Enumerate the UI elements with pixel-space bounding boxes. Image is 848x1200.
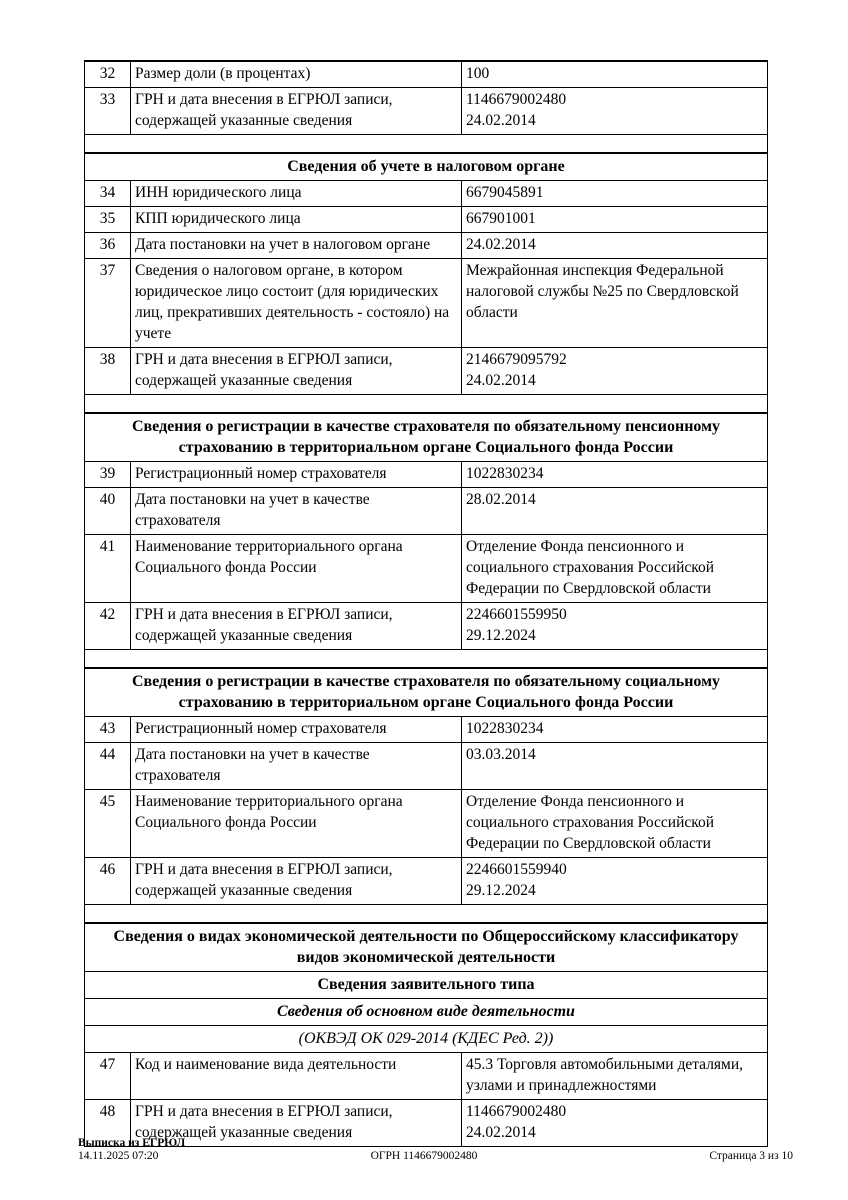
- value-line: 24.02.2014: [466, 112, 536, 129]
- row-number-cell: 40: [85, 488, 131, 534]
- row-label-cell: Сведения о налоговом органе, в котором юридическое лицо состоит (для юридических лиц, прекративших деятельность - состояло) на учете: [131, 259, 462, 347]
- value-line: 24.02.2014: [466, 1124, 536, 1141]
- table-row: [85, 181, 767, 207]
- row-label-cell: Код и наименование вида деятельности: [131, 1053, 462, 1099]
- table-row: [85, 207, 767, 233]
- value-line: 6679045891: [466, 184, 544, 201]
- footer-ogrn: ОГРН 1146679002480: [370, 1150, 478, 1162]
- row-label-cell: ГРН и дата внесения в ЕГРЮЛ записи, содержащей указанные сведения: [131, 603, 462, 649]
- value-line: Отделение Фонда пенсионного и социального страхования Российской Федерации по Свердловской области: [466, 538, 715, 597]
- row-number-cell: 38: [85, 348, 131, 394]
- value-line: 1146679002480: [466, 1103, 567, 1120]
- row-value-cell: [462, 88, 767, 134]
- row-number-cell: 33: [85, 88, 131, 134]
- row-label-cell: ГРН и дата внесения в ЕГРЮЛ записи, содержащей указанные сведения: [131, 348, 462, 394]
- row-value-cell: [462, 181, 767, 206]
- row-number-cell: 32: [85, 62, 131, 87]
- row-label-cell: Регистрационный номер страхователя: [131, 717, 462, 742]
- row-number-cell: 35: [85, 207, 131, 232]
- value-line: 100: [466, 65, 490, 82]
- value-line: 1022830234: [466, 720, 544, 737]
- footer-doc-type: Выписка из ЕГРЮЛ: [78, 1137, 186, 1149]
- row-label-cell: Дата постановки на учет в налоговом органе: [131, 233, 462, 258]
- row-value-cell: [462, 233, 767, 258]
- value-line: 24.02.2014: [466, 372, 536, 389]
- value-line: 2246601559950: [466, 606, 567, 623]
- table-row: [85, 488, 767, 535]
- row-value-cell: [462, 717, 767, 742]
- row-value-cell: [462, 348, 767, 394]
- table-row: [85, 462, 767, 488]
- row-number-cell: 48: [85, 1100, 131, 1146]
- value-line: 45.3 Торговля автомобильными деталями, узлами и принадлежностями: [466, 1056, 744, 1094]
- section-header-text: Сведения заявительного типа: [317, 976, 535, 993]
- row-label-cell: КПП юридического лица: [131, 207, 462, 232]
- spacer-row: [85, 650, 767, 669]
- table-row: [85, 1053, 767, 1100]
- value-line: 667901001: [466, 210, 536, 227]
- row-value-cell: [462, 743, 767, 789]
- section-header-row: [85, 669, 767, 717]
- table-row: [85, 62, 767, 88]
- row-label-cell: Размер доли (в процентах): [131, 62, 462, 87]
- section-header-row: [85, 999, 767, 1026]
- table-row: [85, 1100, 767, 1146]
- row-value-cell: [462, 488, 767, 534]
- row-value-cell: [462, 858, 767, 904]
- row-number-cell: 39: [85, 462, 131, 487]
- value-line: 1022830234: [466, 465, 544, 482]
- egrul-table: [84, 60, 768, 1147]
- row-value-cell: [462, 603, 767, 649]
- row-number-cell: 45: [85, 790, 131, 857]
- section-header-row: [85, 1026, 767, 1053]
- value-line: 24.02.2014: [466, 236, 536, 253]
- row-value-cell: [462, 535, 767, 602]
- value-line: 1146679002480: [466, 91, 567, 108]
- section-header-row: [85, 414, 767, 462]
- section-header-row: [85, 924, 767, 972]
- row-value-cell: [462, 62, 767, 87]
- section-header-row: [85, 154, 767, 181]
- row-number-cell: 42: [85, 603, 131, 649]
- row-number-cell: 44: [85, 743, 131, 789]
- row-number-cell: 47: [85, 1053, 131, 1099]
- section-header-row: [85, 972, 767, 999]
- value-line: 29.12.2024: [466, 627, 536, 644]
- value-line: 28.02.2014: [466, 491, 536, 508]
- table-row: [85, 348, 767, 395]
- table-row: [85, 88, 767, 135]
- table-row: [85, 717, 767, 743]
- row-label-cell: ИНН юридического лица: [131, 181, 462, 206]
- table-row: [85, 858, 767, 905]
- table-row: [85, 743, 767, 790]
- row-value-cell: [462, 790, 767, 857]
- row-number-cell: 36: [85, 233, 131, 258]
- table-row: [85, 233, 767, 259]
- section-header-text: Сведения об учете в налоговом органе: [287, 158, 565, 175]
- value-line: 29.12.2024: [466, 882, 536, 899]
- row-number-cell: 41: [85, 535, 131, 602]
- row-number-cell: 46: [85, 858, 131, 904]
- row-number-cell: 43: [85, 717, 131, 742]
- section-header-text: Сведения о регистрации в качестве страхователя по обязательному социальному страхованию в территориальном органе Социального фонда России: [131, 673, 721, 711]
- table-row: [85, 790, 767, 858]
- value-line: 2146679095792: [466, 351, 567, 368]
- row-label-cell: Наименование территориального органа Социального фонда России: [131, 535, 462, 602]
- row-number-cell: 37: [85, 259, 131, 347]
- value-line: 2246601559940: [466, 861, 567, 878]
- spacer-row: [85, 905, 767, 924]
- value-line: Отделение Фонда пенсионного и социального страхования Российской Федерации по Свердловской области: [466, 793, 715, 852]
- table-row: [85, 259, 767, 348]
- row-label-cell: Дата постановки на учет в качестве страхователя: [131, 743, 462, 789]
- value-line: Межрайонная инспекция Федеральной налоговой службы №25 по Свердловской области: [466, 262, 739, 321]
- row-label-cell: ГРН и дата внесения в ЕГРЮЛ записи, содержащей указанные сведения: [131, 1100, 462, 1146]
- row-label-cell: Наименование территориального органа Социального фонда России: [131, 790, 462, 857]
- section-header-text: Сведения об основном виде деятельности: [277, 1003, 575, 1020]
- table-row: [85, 535, 767, 603]
- section-header-text: Сведения о видах экономической деятельности по Общероссийскому классификатору видов экономической деятельности: [113, 928, 739, 966]
- row-value-cell: [462, 1053, 767, 1099]
- row-value-cell: [462, 207, 767, 232]
- spacer-row: [85, 395, 767, 414]
- row-label-cell: ГРН и дата внесения в ЕГРЮЛ записи, содержащей указанные сведения: [131, 88, 462, 134]
- row-label-cell: Регистрационный номер страхователя: [131, 462, 462, 487]
- spacer-row: [85, 135, 767, 154]
- row-value-cell: [462, 259, 767, 347]
- row-value-cell: [462, 1100, 767, 1146]
- row-label-cell: ГРН и дата внесения в ЕГРЮЛ записи, содержащей указанные сведения: [131, 858, 462, 904]
- section-header-text: (ОКВЭД ОК 029-2014 (КДЕС Ред. 2)): [298, 1030, 554, 1047]
- value-line: 03.03.2014: [466, 746, 536, 763]
- row-value-cell: [462, 462, 767, 487]
- table-row: [85, 603, 767, 650]
- row-number-cell: 34: [85, 181, 131, 206]
- row-label-cell: Дата постановки на учет в качестве страхователя: [131, 488, 462, 534]
- section-header-text: Сведения о регистрации в качестве страхователя по обязательному пенсионному страхованию в территориальном органе Социального фонда России: [131, 418, 721, 456]
- footer-page-number: Страница 3 из 10: [709, 1150, 793, 1162]
- footer-datetime: 14.11.2025 07:20: [78, 1150, 159, 1162]
